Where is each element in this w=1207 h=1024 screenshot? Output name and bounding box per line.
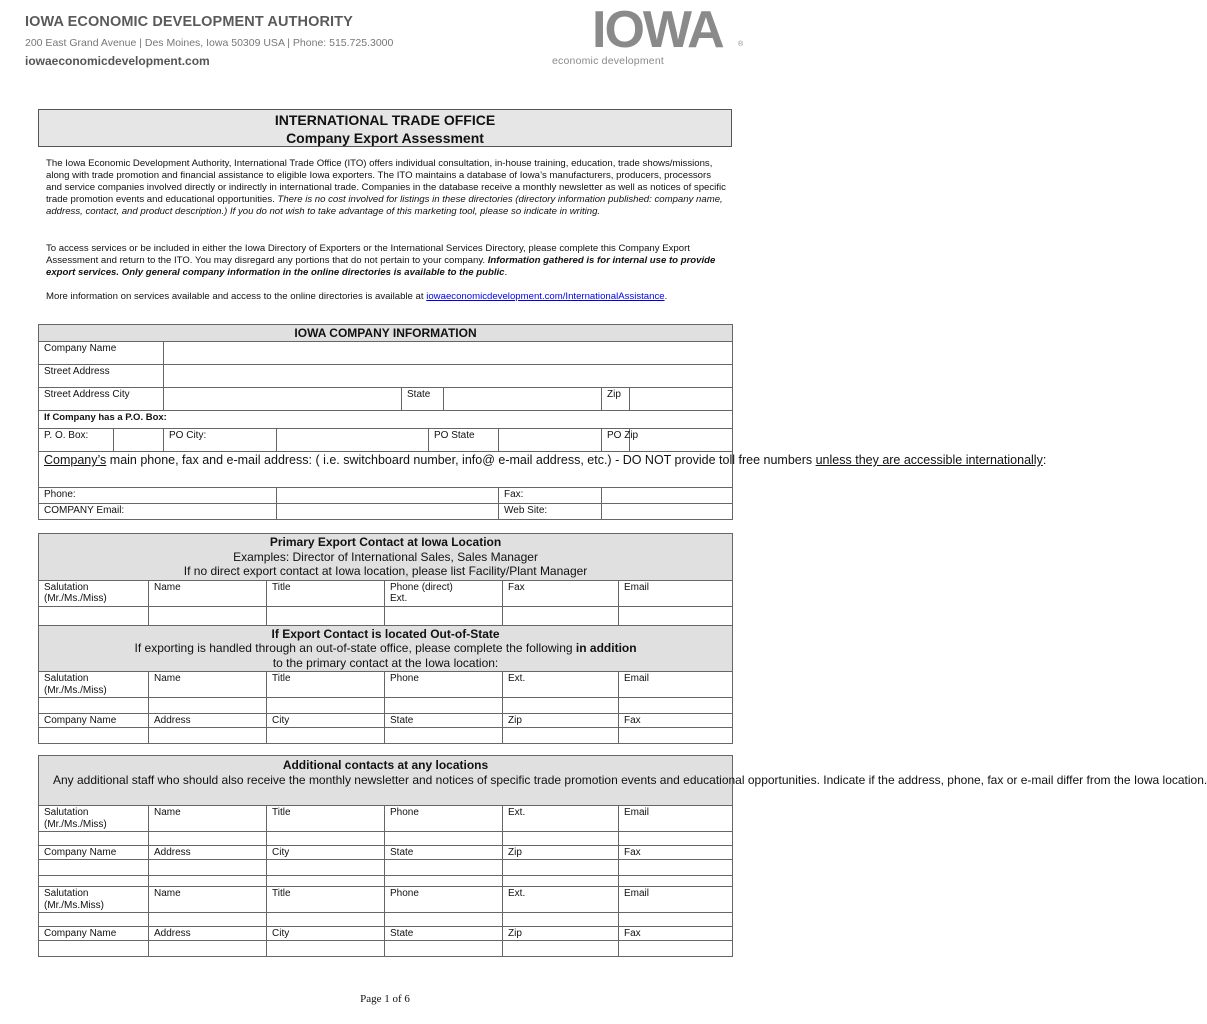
add2-email-label: Email: [619, 887, 733, 913]
company-info-header: IOWA COMPANY INFORMATION: [39, 325, 733, 342]
main-contact-colon: :: [1042, 453, 1047, 467]
fax-label: Fax:: [499, 488, 602, 504]
oos-zip-field[interactable]: [503, 728, 619, 744]
out-of-state-title: If Export Contact is located Out-of-State: [271, 626, 500, 641]
add1-fax-label: Fax: [619, 846, 733, 860]
street-city-field[interactable]: [164, 388, 402, 411]
add-spacer-2[interactable]: [149, 876, 267, 887]
add2-ext-field[interactable]: [503, 913, 619, 927]
add1-state-label: State: [385, 846, 503, 860]
org-address: 200 East Grand Avenue | Des Moines, Iowa 50309 USA | Phone: 515.725.3000: [25, 37, 394, 49]
add1-title-field[interactable]: [267, 832, 385, 846]
main-contact-word: Company’s: [44, 453, 107, 467]
add2-address-field[interactable]: [149, 941, 267, 957]
oos-company-field[interactable]: [39, 728, 149, 744]
add1-address-field[interactable]: [149, 860, 267, 876]
phone-field[interactable]: [277, 488, 499, 504]
po-box-field[interactable]: [114, 429, 164, 452]
state-label: State: [402, 388, 444, 411]
intro-p2-text: To access services or be included in either the Iowa Directory of Exporters or the International Services Directory, please complete this Company Export Assessment and return to the ITO. You may disregard any portions that do not pertain to your company.: [46, 243, 690, 266]
zip-field[interactable]: [630, 388, 733, 411]
web-site-label: Web Site:: [499, 504, 602, 520]
primary-contact-note: If no direct export contact at Iowa location, please list Facility/Plant Manager: [183, 564, 588, 578]
oos-fax-label: Fax: [619, 714, 733, 728]
org-name: IOWA ECONOMIC DEVELOPMENT AUTHORITY: [25, 14, 353, 30]
out-of-state-note: to the primary contact at the Iowa location:: [272, 655, 499, 670]
phone-label: Phone:: [39, 488, 277, 504]
add2-company-field[interactable]: [39, 941, 149, 957]
oos-title-label: Title: [267, 672, 385, 698]
add2-city-label: City: [267, 927, 385, 941]
add1-phone-label: Phone: [385, 806, 503, 832]
intro-p2-period: .: [504, 266, 508, 278]
company-email-label: COMPANY Email:: [39, 504, 277, 520]
oos-city-field[interactable]: [267, 728, 385, 744]
oos-city-label: City: [267, 714, 385, 728]
additional-instructions: Any additional staff who should also receive the monthly newsletter and notices of specific trade promotion events and educational opportunities. Indicate if the address, phone, fax or e-mail differ from the Iowa location.: [53, 772, 1207, 787]
oos-address-field[interactable]: [149, 728, 267, 744]
oos-email-field[interactable]: [619, 698, 733, 714]
primary-fax-field[interactable]: [503, 606, 619, 625]
add2-ext-label: Ext.: [503, 887, 619, 913]
out-of-state-in-addition: in addition: [575, 641, 637, 655]
primary-email-field[interactable]: [619, 606, 733, 625]
add-spacer-1[interactable]: [39, 876, 149, 887]
form-title: INTERNATIONAL TRADE OFFICE: [274, 112, 496, 128]
add2-state-field[interactable]: [385, 941, 503, 957]
intro-paragraph-2: [46, 243, 726, 279]
additional-title: Additional contacts at any locations: [282, 758, 489, 772]
add2-title-label: Title: [267, 887, 385, 913]
add1-title-label: Title: [267, 806, 385, 832]
add1-name-label: Name: [149, 806, 267, 832]
primary-phone-label: Phone (direct) Ext.: [385, 580, 503, 606]
add1-company-field[interactable]: [39, 860, 149, 876]
po-box-label: P. O. Box:: [39, 429, 114, 452]
add2-name-field[interactable]: [149, 913, 267, 927]
add2-city-field[interactable]: [267, 941, 385, 957]
oos-phone-label: Phone: [385, 672, 503, 698]
add1-fax-field[interactable]: [619, 860, 733, 876]
company-email-field[interactable]: [277, 504, 499, 520]
add2-company-label: Company Name: [39, 927, 149, 941]
org-website: iowaeconomicdevelopment.com: [25, 54, 210, 68]
po-zip-label: PO Zip: [602, 429, 630, 452]
street-address-field[interactable]: [164, 365, 733, 388]
out-of-state-instructions: [44, 641, 727, 656]
out-of-state-instructions-text: If exporting is handled through an out-of-state office, please complete the following: [134, 641, 576, 655]
main-contact-underlined: unless they are accessible internationally: [815, 453, 1043, 467]
primary-salutation-field[interactable]: [39, 606, 149, 625]
primary-email-label: Email: [619, 580, 733, 606]
add2-salutation-field[interactable]: [39, 913, 149, 927]
oos-fax-field[interactable]: [619, 728, 733, 744]
add-spacer-5[interactable]: [503, 876, 619, 887]
oos-company-label: Company Name: [39, 714, 149, 728]
add2-zip-label: Zip: [503, 927, 619, 941]
web-site-field[interactable]: [602, 504, 733, 520]
company-name-label: Company Name: [39, 342, 164, 365]
oos-address-label: Address: [149, 714, 267, 728]
primary-title-label: Title: [267, 580, 385, 606]
form-subtitle: Company Export Assessment: [286, 130, 484, 146]
add1-ext-label: Ext.: [503, 806, 619, 832]
oos-email-label: Email: [619, 672, 733, 698]
primary-salutation-label: Salutation (Mr./Ms./Miss): [39, 580, 149, 606]
export-contact-table: [38, 533, 733, 744]
add2-address-label: Address: [149, 927, 267, 941]
primary-phone-field[interactable]: [385, 606, 503, 625]
add1-email-label: Email: [619, 806, 733, 832]
fax-field[interactable]: [602, 488, 733, 504]
main-contact-instructions: [39, 452, 1047, 488]
primary-contact-header: [39, 534, 733, 581]
add1-address-label: Address: [149, 846, 267, 860]
add1-state-field[interactable]: [385, 860, 503, 876]
add1-zip-field[interactable]: [503, 860, 619, 876]
form-title-box: [38, 109, 732, 147]
logo-registered-mark: ®: [738, 41, 744, 48]
add2-state-label: State: [385, 927, 503, 941]
po-city-field[interactable]: [277, 429, 429, 452]
add1-salutation-field[interactable]: [39, 832, 149, 846]
po-state-label: PO State: [429, 429, 499, 452]
intro-p1-italic: There is no cost involved for listings in these directories (directory information published: company name, address, contact, and product description.) If you do not wish to take advantage of this marketing tool, please so indicate in writing.: [46, 193, 723, 217]
intro-paragraph-3: [46, 291, 726, 303]
primary-name-label: Name: [149, 580, 267, 606]
add1-zip-label: Zip: [503, 846, 619, 860]
primary-name-field[interactable]: [149, 606, 267, 625]
oos-name-field[interactable]: [149, 698, 267, 714]
add2-email-field[interactable]: [619, 913, 733, 927]
logo-subtitle: economic development: [552, 55, 664, 67]
primary-contact-title: Primary Export Contact at Iowa Location: [269, 535, 502, 549]
po-box-header: If Company has a P.O. Box:: [39, 411, 733, 429]
add1-email-field[interactable]: [619, 832, 733, 846]
po-zip-field[interactable]: [630, 429, 733, 452]
add1-salutation-label: Salutation (Mr./Ms./Miss): [39, 806, 149, 832]
page-number: Page 1 of 6: [360, 993, 410, 1005]
oos-zip-label: Zip: [503, 714, 619, 728]
add1-ext-field[interactable]: [503, 832, 619, 846]
add1-city-field[interactable]: [267, 860, 385, 876]
po-state-field[interactable]: [499, 429, 602, 452]
oos-ext-field[interactable]: [503, 698, 619, 714]
oos-salutation-label: Salutation (Mr./Ms./Miss): [39, 672, 149, 698]
add2-name-label: Name: [149, 887, 267, 913]
add-spacer-4[interactable]: [385, 876, 503, 887]
logo-word: IOWA: [592, 1, 723, 59]
primary-fax-label: Fax: [503, 580, 619, 606]
add1-phone-field[interactable]: [385, 832, 503, 846]
additional-header: [39, 756, 1207, 806]
state-field[interactable]: [444, 388, 602, 411]
company-name-field[interactable]: [164, 342, 733, 365]
oos-title-field[interactable]: [267, 698, 385, 714]
add-spacer-6[interactable]: [619, 876, 733, 887]
add2-phone-field[interactable]: [385, 913, 503, 927]
company-info-table: [38, 324, 1047, 520]
oos-salutation-field[interactable]: [39, 698, 149, 714]
oos-state-field[interactable]: [385, 728, 503, 744]
add2-phone-label: Phone: [385, 887, 503, 913]
street-address-label: Street Address: [39, 365, 164, 388]
oos-ext-label: Ext.: [503, 672, 619, 698]
main-contact-text: main phone, fax and e-mail address: ( i.e. switchboard number, info@ e-mail address, etc.) - DO NOT provide toll free numbers: [106, 453, 816, 467]
oos-phone-field[interactable]: [385, 698, 503, 714]
intro-p1-text: The Iowa Economic Development Authority, International Trade Office (ITO) offers individual consultation, in-house training, education, trade shows/missions, along with trade promotion and financial assistance to eligible Iowa exporters. The ITO maintains a database of Iowa’s manufacturers, producers, processors and service companies involved directly or indirectly in international trade. Companies in the database receive a monthly newsletter as well as notices of specific trade promotion events and educational opportunities.: [46, 158, 726, 205]
primary-title-field[interactable]: [267, 606, 385, 625]
additional-contacts-table: [38, 755, 1207, 957]
zip-label: Zip: [602, 388, 630, 411]
oos-state-label: State: [385, 714, 503, 728]
assistance-link[interactable]: iowaeconomicdevelopment.com/InternationalAssistance: [426, 291, 665, 302]
street-city-label: Street Address City: [39, 388, 164, 411]
add2-title-field[interactable]: [267, 913, 385, 927]
oos-name-label: Name: [149, 672, 267, 698]
intro-p3-text: More information on services available and access to the online directories is available at: [46, 291, 427, 302]
add-spacer-3[interactable]: [267, 876, 385, 887]
add2-zip-field[interactable]: [503, 941, 619, 957]
intro-paragraph-1: [46, 158, 726, 218]
add2-fax-label: Fax: [619, 927, 733, 941]
intro-p2-bold: Information gathered is for internal use to provide export services. Only general company information in the online directories is available to the public: [46, 254, 716, 278]
out-of-state-header: [39, 625, 733, 672]
primary-contact-examples: Examples: Director of International Sales, Sales Manager: [233, 549, 538, 564]
add2-salutation-label: Salutation (Mr./Ms.Miss): [39, 887, 149, 913]
po-city-label: PO City:: [164, 429, 277, 452]
add2-fax-field[interactable]: [619, 941, 733, 957]
add1-city-label: City: [267, 846, 385, 860]
intro-p3-period: .: [664, 291, 668, 302]
add1-name-field[interactable]: [149, 832, 267, 846]
add1-company-label: Company Name: [39, 846, 149, 860]
